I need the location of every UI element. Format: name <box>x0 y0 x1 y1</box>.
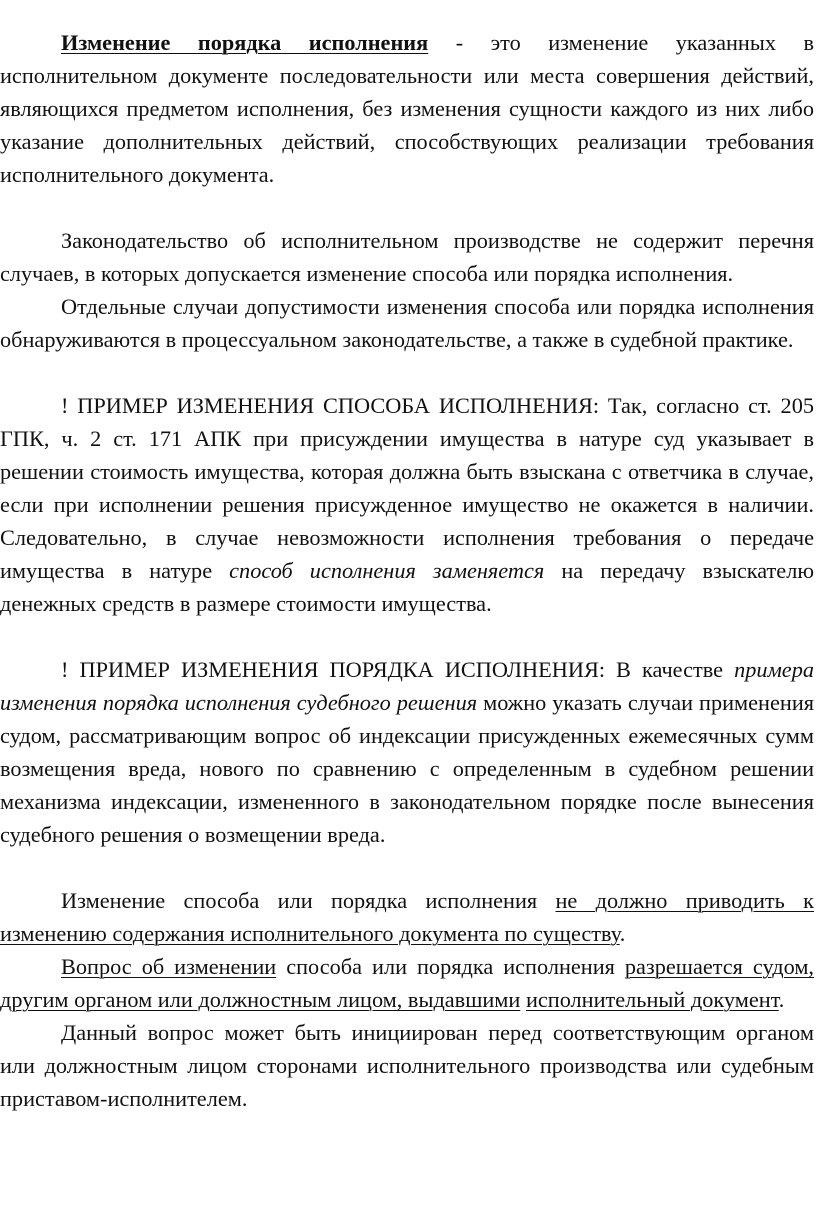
example-method-italic: способ исполнения заменяется <box>229 558 545 583</box>
definition-text: - это изменение указанных в исполнительном документе последовательности или места совершения действий, являющихся предметом исполнения, без изменения сущности каждого из них либо указание дополнительных действий, способствующих реализации требования исполнительного документа. <box>0 30 814 187</box>
example-order-text: ! ПРИМЕР ИЗМЕНЕНИЯ ПОРЯДКА ИСПОЛНЕНИЯ: В качестве <box>61 657 735 682</box>
paragraph-gap <box>0 191 814 224</box>
who-decides-underlined-1: Вопрос об изменении <box>61 954 277 979</box>
paragraph-example-method <box>0 389 814 620</box>
example-order-italic: примера изменения порядка исполнения судебного решения <box>0 657 814 715</box>
paragraph-gap <box>0 620 814 653</box>
paragraph-legislation: Законодательство об исполнительном производстве не содержит перечня случаев, в которых допускается изменение способа или порядка исполнения. <box>0 228 814 286</box>
who-decides-underlined-3: исполнительный документ <box>525 987 779 1012</box>
paragraph-definition <box>0 26 814 191</box>
document-page <box>0 26 814 1115</box>
paragraph-cases: Отдельные случаи допустимости изменения способа или порядка исполнения обнаруживаются в процессуальном законодательстве, а также в судебной практике. <box>0 294 814 352</box>
paragraph-initiation: Данный вопрос может быть инициирован перед соответствующим органом или должностным лицом сторонами исполнительного производства или судебным приставом-исполнителем. <box>0 1020 814 1111</box>
who-decides-tail: . <box>778 987 785 1012</box>
defined-term: Изменение порядка исполнения <box>61 30 429 55</box>
who-decides-text: способа или порядка исполнения <box>276 954 625 979</box>
who-decides-underlined-2: разрешается судом, другим органом или должностным лицом, выдавшими <box>0 954 815 1012</box>
no-change-tail: . <box>619 921 626 946</box>
paragraph-gap <box>0 851 814 884</box>
example-method-tail: на передачу взыскателю денежных средств в размере стоимости имущества. <box>0 558 814 616</box>
paragraph-no-change <box>0 884 814 950</box>
paragraph-example-order <box>0 653 814 851</box>
no-change-underlined: не должно приводить к изменению содержания исполнительного документа по существу <box>0 888 814 946</box>
example-order-tail: можно указать случаи применения судом, рассматривающим вопрос об индексации присужденных ежемесячных сумм возмещения вреда, нового по сравнению с определенным в судебном решении механизма индексации, измененного в законодательном порядке после вынесения судебного решения о возмещении вреда. <box>0 690 815 847</box>
paragraph-gap <box>0 356 814 389</box>
no-change-text: Изменение способа или порядка исполнения <box>61 888 556 913</box>
example-method-text: ! ПРИМЕР ИЗМЕНЕНИЯ СПОСОБА ИСПОЛНЕНИЯ: Так, согласно ст. 205 ГПК, ч. 2 ст. 171 АПК при присуждении имущества в натуре суд указывает в решении стоимость имущества, которая должна быть взыскана с ответчика в случае, если при исполнении решения присужденное имущество не окажется в наличии. Следовательно, в случае невозможности исполнения требования о передаче имущества в натуре <box>0 393 814 583</box>
paragraph-who-decides <box>0 950 814 1016</box>
